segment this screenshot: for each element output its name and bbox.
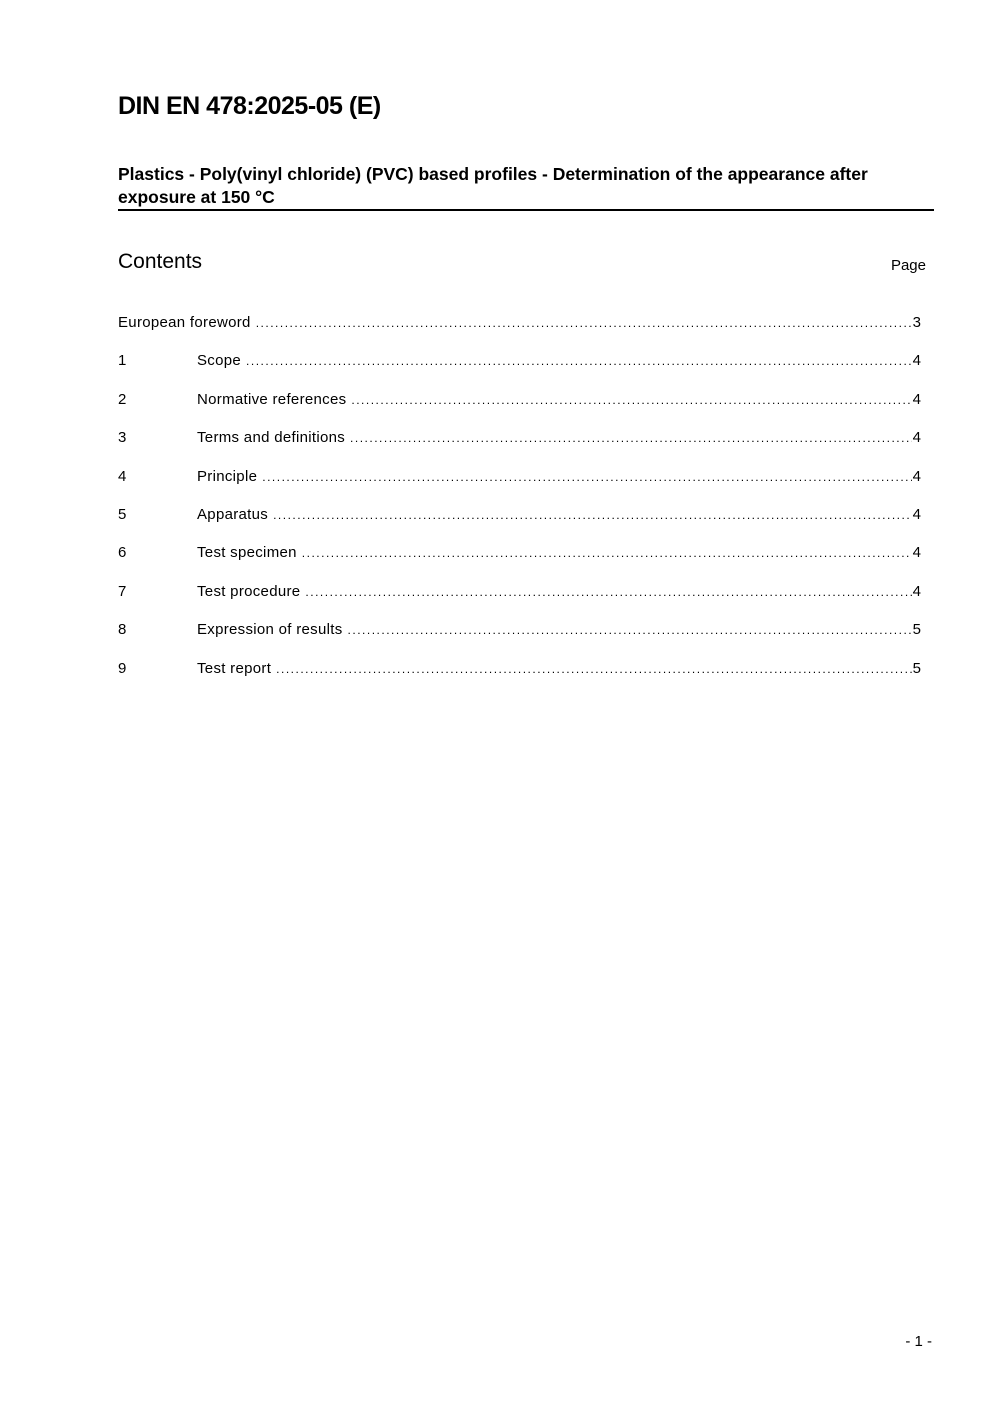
toc-entry-number: 2 <box>118 390 127 408</box>
toc-entry-number: 4 <box>118 467 127 485</box>
toc-entry-test-report[interactable] <box>118 660 921 698</box>
title-divider <box>118 209 934 211</box>
toc-entry-page: 4 <box>912 544 921 562</box>
toc-entry-title: Expression of results <box>197 621 343 639</box>
toc-entry-number: 3 <box>118 429 127 447</box>
toc-entry-page: 3 <box>912 314 921 331</box>
toc-leader-dots <box>262 470 911 484</box>
toc-entry-title: Terms and definitions <box>197 429 346 447</box>
toc-leader-dots <box>351 393 911 407</box>
toc-leader-dots <box>276 662 911 676</box>
toc-leader-dots <box>256 316 912 330</box>
toc-entry-terms-and-definitions[interactable] <box>118 429 921 467</box>
page-number: - 1 - <box>905 1333 932 1350</box>
toc-entry-number: 5 <box>118 505 127 523</box>
toc-entry-title: Test report <box>197 659 272 677</box>
toc-entry-title: Scope <box>197 352 242 370</box>
toc-entry-page: 4 <box>912 352 921 370</box>
toc-entry-normative-references[interactable] <box>118 391 921 429</box>
toc-entry-number: 9 <box>118 659 127 677</box>
toc-entry-page: 5 <box>912 621 921 639</box>
toc-entry-number: 6 <box>118 544 127 562</box>
toc-entry-page: 5 <box>912 659 921 677</box>
toc-entry-page: 4 <box>912 390 921 408</box>
toc-entry-page: 4 <box>912 582 921 600</box>
contents-heading: Contents <box>118 250 203 273</box>
toc-leader-dots <box>302 546 912 560</box>
toc-entry-page: 4 <box>912 505 921 523</box>
toc-entry-title: Principle <box>197 467 258 485</box>
toc-entry-scope[interactable] <box>118 352 921 390</box>
toc-leader-dots <box>305 585 911 599</box>
toc-entry-title: Apparatus <box>197 505 269 523</box>
toc-leader-dots <box>273 508 912 522</box>
toc-entry-page: 4 <box>912 429 921 447</box>
toc-entry-expression-of-results[interactable] <box>118 621 921 659</box>
toc-entry-page: 4 <box>912 467 921 485</box>
toc-entry-number: 7 <box>118 582 127 600</box>
toc-entry-title: European foreword <box>118 314 251 331</box>
document-title: Plastics - Poly(vinyl chloride) (PVC) based profiles - Determination of the appearance after exposure at 150 °C <box>118 164 868 207</box>
toc-leader-dots <box>246 354 912 368</box>
page-column-label: Page <box>890 257 926 274</box>
toc-entry-principle[interactable] <box>118 468 921 506</box>
toc-leader-dots <box>350 431 912 445</box>
toc-leader-dots <box>348 623 912 637</box>
toc-entry-european-foreword[interactable] <box>118 314 921 352</box>
toc-entry-test-specimen[interactable] <box>118 544 921 582</box>
toc-entry-number: 1 <box>118 352 127 370</box>
document-id: DIN EN 478:2025-05 (E) <box>118 92 381 120</box>
toc-entry-number: 8 <box>118 621 127 639</box>
toc-entry-title: Normative references <box>197 390 347 408</box>
toc-entry-title: Test specimen <box>197 544 297 562</box>
toc-entry-test-procedure[interactable] <box>118 583 921 621</box>
toc-entry-title: Test procedure <box>197 582 301 600</box>
table-of-contents <box>118 314 921 698</box>
toc-entry-apparatus[interactable] <box>118 506 921 544</box>
